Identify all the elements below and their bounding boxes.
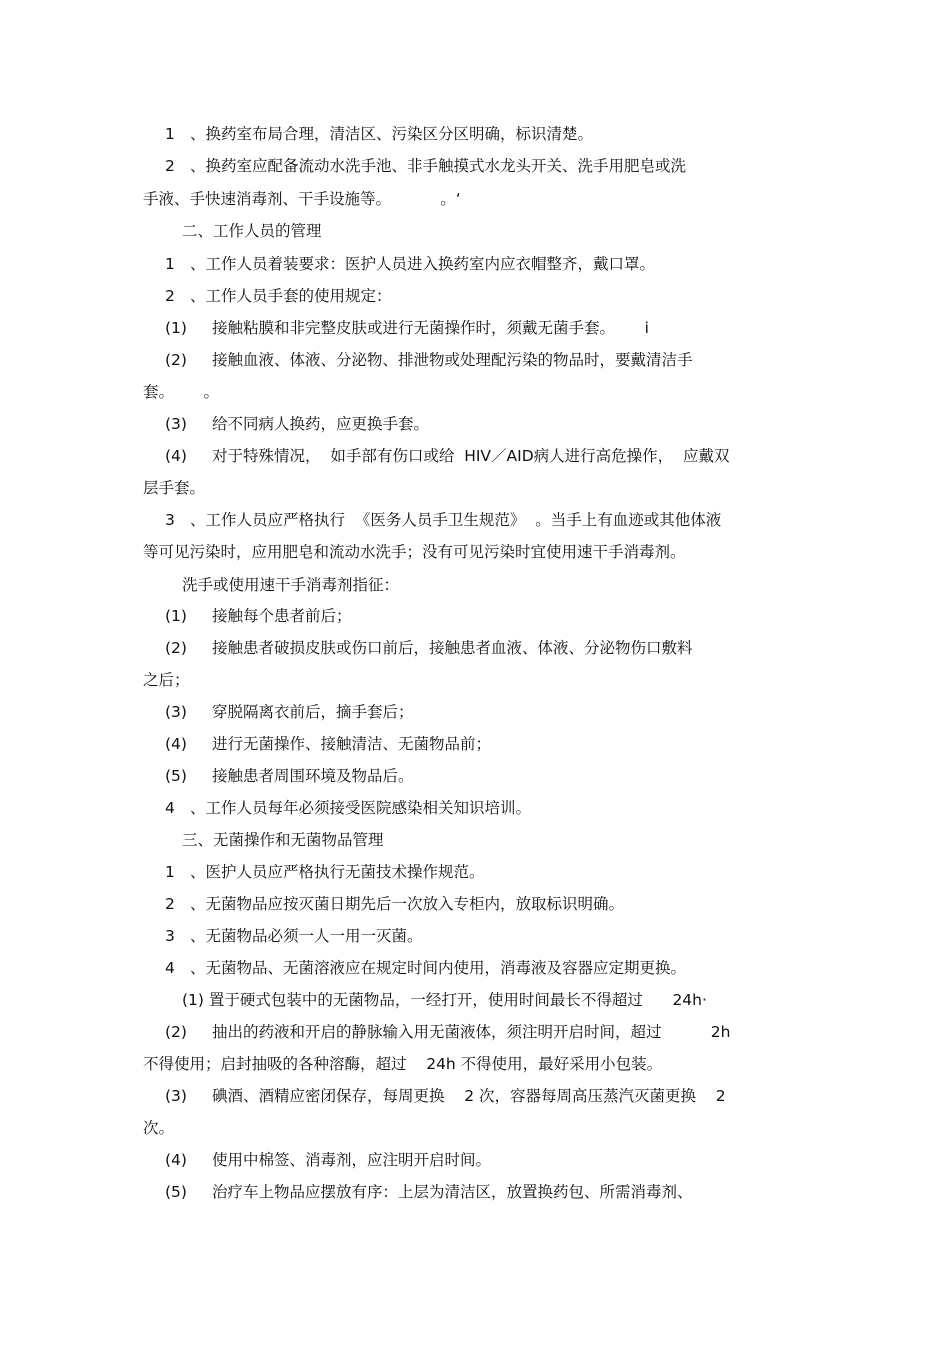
list-number: (3) (165, 703, 187, 721)
text-line: 碘酒、酒精应密闭保存，每周更换 2 次，容器每周高压蒸汽灭菌更换 2 (212, 1087, 726, 1105)
text-line: 不得使用；启封抽吸的各种溶酶，超过 24h 不得使用，最好采用小包装。 (143, 1055, 663, 1073)
text-line: 接触血液、体液、分泌物、排泄物或处理配污染的物品时，要戴清洁手 (212, 351, 693, 369)
text-line: 层手套。 (143, 479, 206, 497)
text-line: 、工作人员每年必须接受医院感染相关知识培训。 (190, 799, 532, 817)
list-number: (5) (165, 1183, 187, 1201)
list-number: (1) (165, 319, 187, 337)
list-number: (4) (165, 447, 187, 465)
text-line: 进行无菌操作、接触清洁、无菌物品前； (212, 735, 492, 753)
list-number: 2 (165, 287, 175, 305)
text-line: 、换药室应配备流动水洗手池、非手触摸式水龙头开关、洗手用肥皂或洗 (190, 157, 687, 175)
text-line: 接触每个患者前后； (212, 607, 352, 625)
text-line: (1) 置于硬式包装中的无菌物品，一经打开，使用时间最长不得超过 24h· (182, 991, 707, 1009)
text-line: 抽出的药液和开启的静脉输入用无菌液体，须注明开启时间，超过 2h (212, 1023, 731, 1041)
list-number: (2) (165, 1023, 187, 1041)
list-number: (4) (165, 1151, 187, 1169)
list-number: 1 (165, 863, 175, 881)
list-number: (1) (165, 607, 187, 625)
text-line: 接触粘膜和非完整皮肤或进行无菌操作时，须戴无菌手套。 i (212, 319, 649, 337)
text-line: 接触患者破损皮肤或伤口前后，接触患者血液、体液、分泌物伤口敷料 (212, 639, 693, 657)
text-line: 之后； (143, 671, 190, 689)
list-number: (4) (165, 735, 187, 753)
text-line: 、工作人员手套的使用规定： (190, 287, 392, 305)
text-line: 使用中棉签、消毒剂，应注明开启时间。 (212, 1151, 492, 1169)
section-heading: 三、无菌操作和无菌物品管理 (182, 831, 384, 849)
text-line: 、工作人员应严格执行 《医务人员手卫生规范》 。当手上有血迹或其他体液 (190, 511, 722, 529)
text-line: 、换药室布局合理，清洁区、污染区分区明确，标识清楚。 (190, 125, 594, 143)
list-number: (5) (165, 767, 187, 785)
text-line: 、无菌物品必须一人一用一灭菌。 (190, 927, 423, 945)
list-number: 3 (165, 511, 175, 529)
text-line: 等可见污染时，应用肥皂和流动水洗手；没有可见污染时宜使用速干手消毒剂。 (143, 543, 686, 561)
text-line: 手液、手快速消毒剂、干手设施等。 。‘ (143, 190, 461, 208)
text-line: 接触患者周围环境及物品后。 (212, 767, 414, 785)
text-line: 给不同病人换药，应更换手套。 (212, 415, 430, 433)
list-number: 1 (165, 125, 175, 143)
text-line: 穿脱隔离衣前后，摘手套后； (212, 703, 414, 721)
list-number: 2 (165, 157, 175, 175)
text-line: 对于特殊情况， 如手部有伤口或给 HIV／AID病人进行高危操作， 应戴双 (212, 447, 730, 465)
list-number: (3) (165, 1087, 187, 1105)
text-line: 套。 。 (143, 383, 220, 401)
list-number: (2) (165, 351, 187, 369)
list-number: (3) (165, 415, 187, 433)
list-number: (2) (165, 639, 187, 657)
list-number: 4 (165, 799, 175, 817)
list-number: 3 (165, 927, 175, 945)
text-line: 、无菌物品应按灭菌日期先后一次放入专柜内，放取标识明确。 (190, 895, 625, 913)
text-line: 、无菌物品、无菌溶液应在规定时间内使用，消毒液及容器应定期更换。 (190, 959, 687, 977)
text-line: 次。 (143, 1119, 175, 1137)
text-line: 、医护人员应严格执行无菌技术操作规范。 (190, 863, 485, 881)
section-heading: 二、工作人员的管理 (182, 222, 322, 240)
list-number: 4 (165, 959, 175, 977)
text-line: 、工作人员着装要求：医护人员进入换药室内应衣帽整齐，戴口罩。 (190, 255, 656, 273)
text-line: 洗手或使用速干手消毒剂指征： (182, 576, 400, 594)
list-number: 1 (165, 255, 175, 273)
text-line: 治疗车上物品应摆放有序：上层为清洁区，放置换药包、所需消毒剂、 (212, 1183, 693, 1201)
list-number: 2 (165, 895, 175, 913)
